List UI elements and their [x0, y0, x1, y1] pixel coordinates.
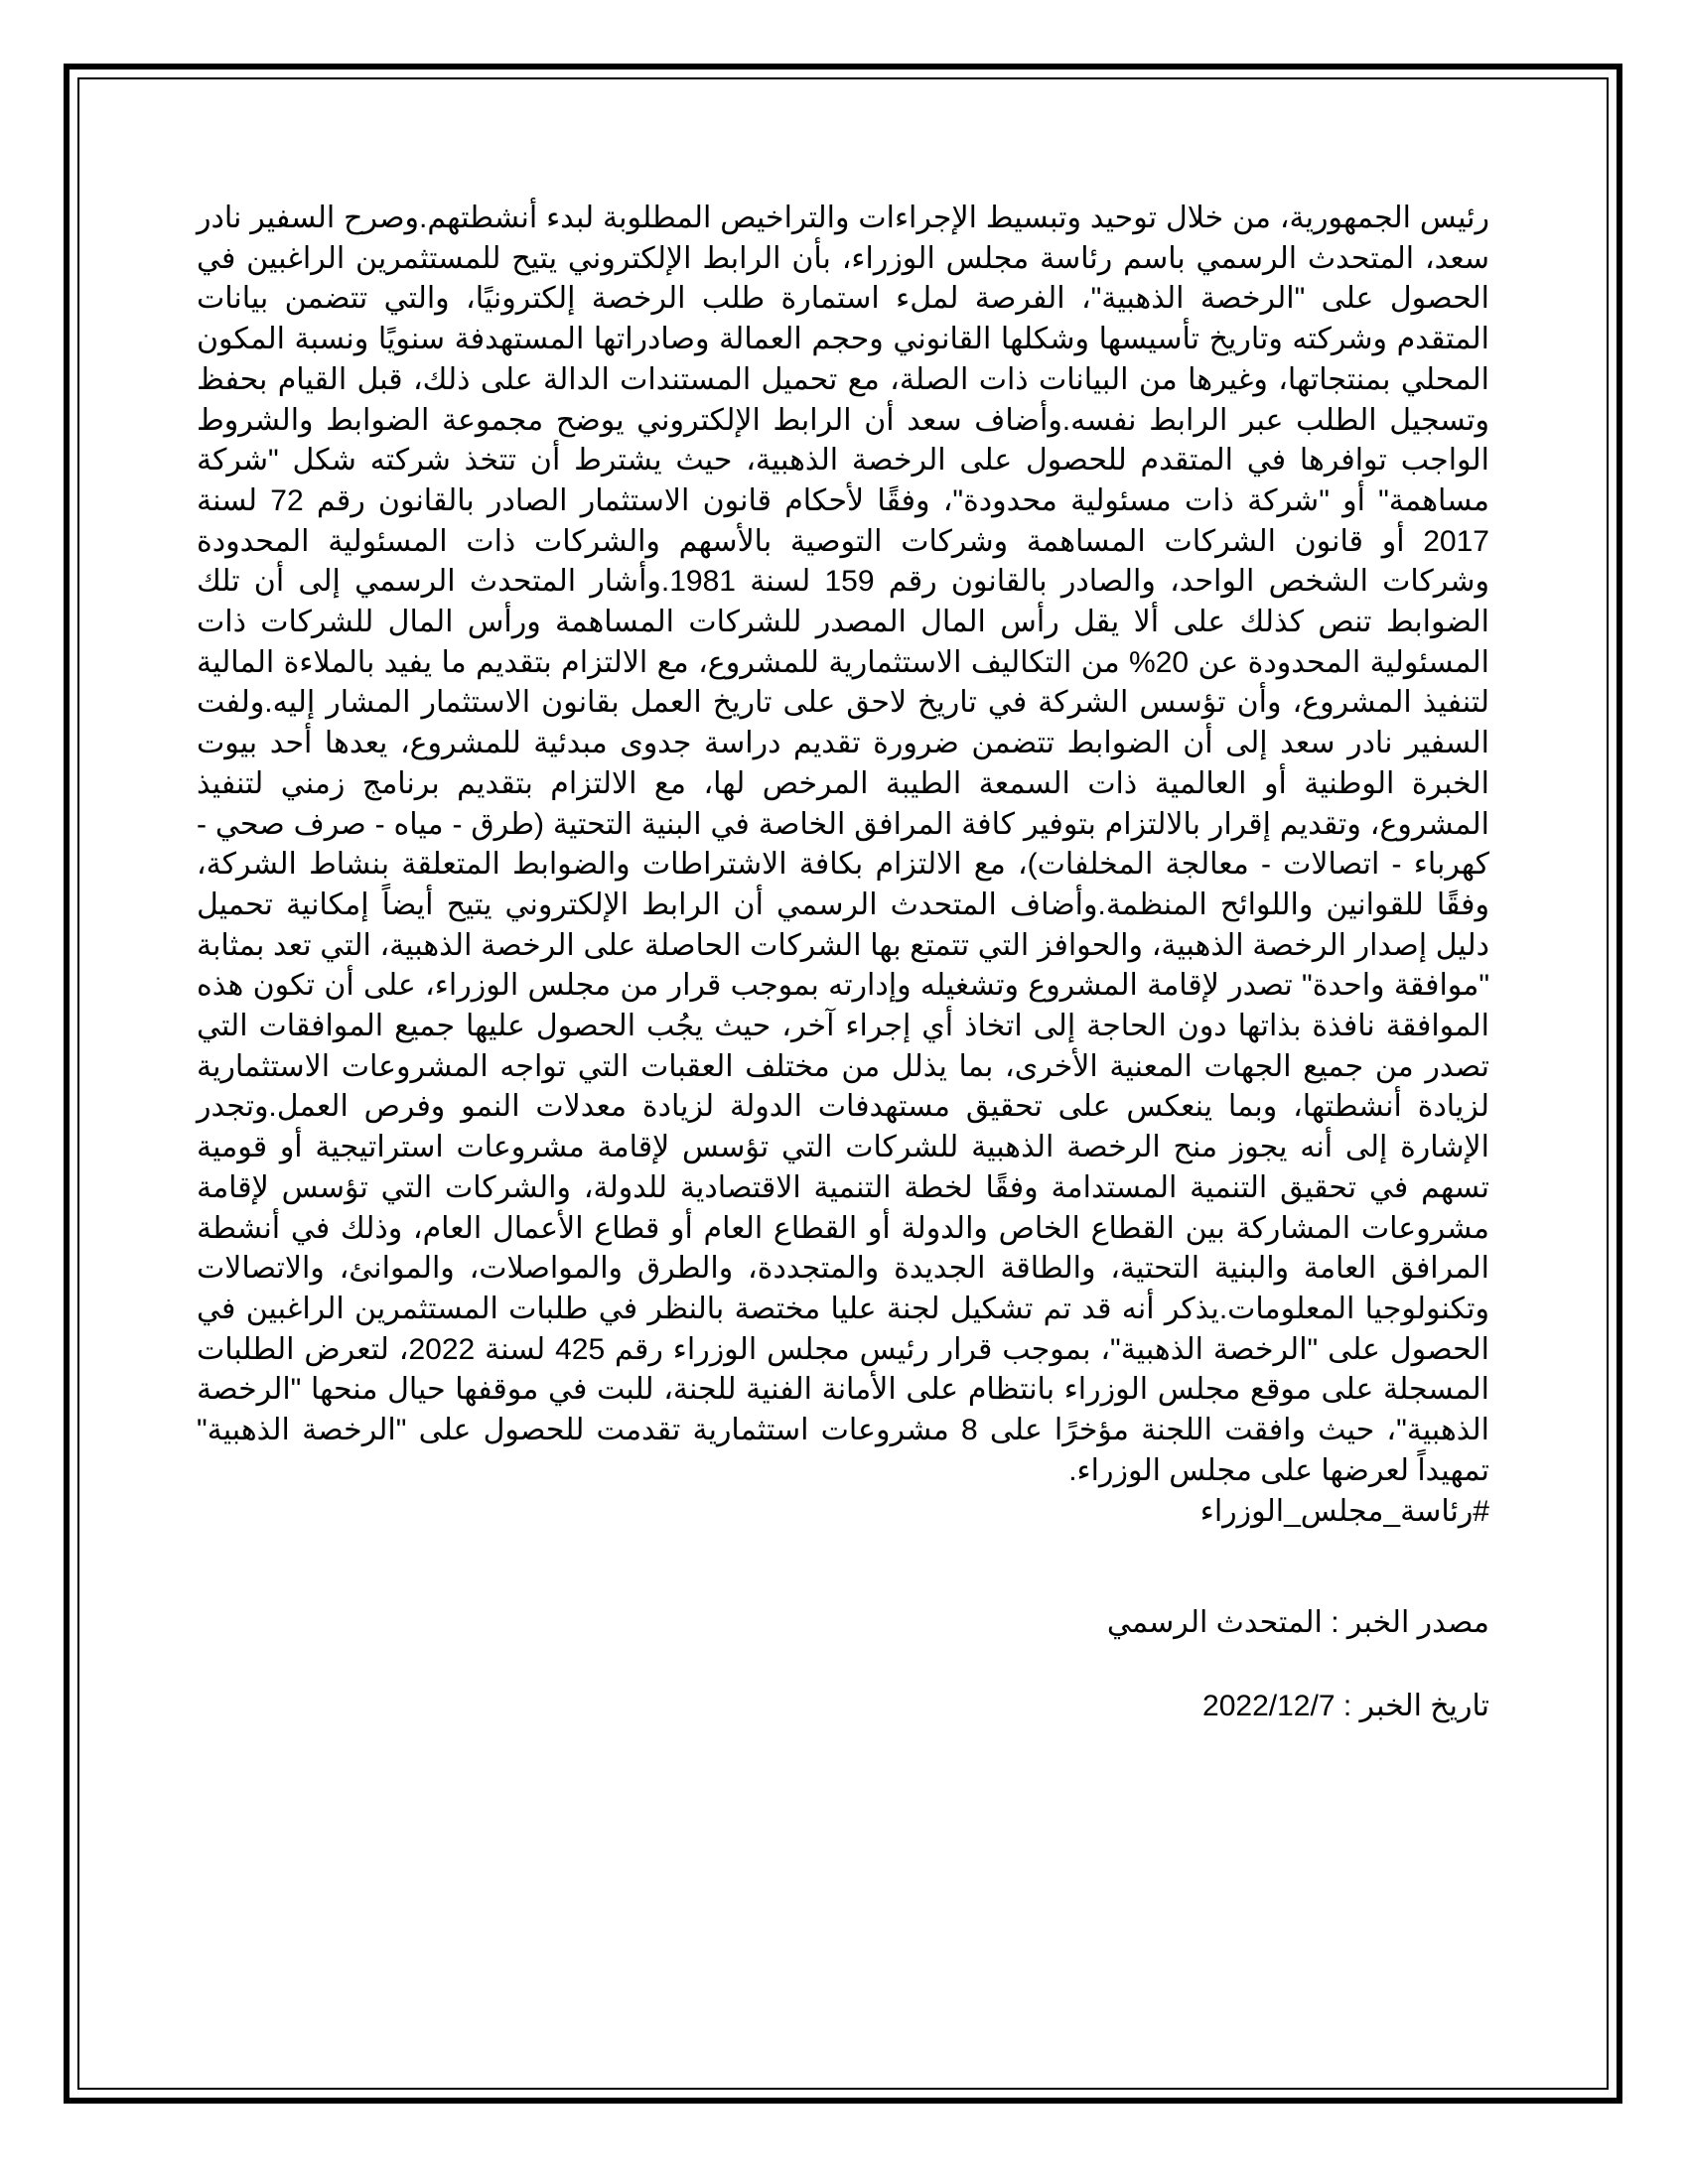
- news-source: مصدر الخبر : المتحدث الرسمي: [1106, 1606, 1489, 1640]
- article-body: رئيس الجمهورية، من خلال توحيد وتبسيط الإجراءات والتراخيص المطلوبة لبدء أنشطتهم.وصرح السفير نادر سعد، المتحدث الرسمي باسم رئاسة مجلس الوزراء، بأن الرابط الإلكتروني يتيح للمستثمرين الراغبين في الحصول على "الرخصة الذهبية"، الفرصة لملء استمارة طلب الرخصة إلكترونيًا، والتي تتضمن بيانات المتقدم وشركته وتاريخ تأسيسها وشكلها القانوني وحجم العمالة وصادراتها المستهدفة سنويًا ونسبة المكون المحلي بمنتجاتها، وغيرها من البيانات ذات الصلة، مع تحميل المستندات الدالة على ذلك، قبل القيام بحفظ وتسجيل الطلب عبر الرابط نفسه.وأضاف سعد أن الرابط الإلكتروني يوضح مجموعة الضوابط والشروط الواجب توافرها في المتقدم للحصول على الرخصة الذهبية، حيث يشترط أن تتخذ شركته شكل "شركة مساهمة" أو "شركة ذات مسئولية محدودة"، وفقًا لأحكام قانون الاستثمار الصادر بالقانون رقم 72 لسنة 2017 أو قانون الشركات المساهمة وشركات التوصية بالأسهم والشركات ذات المسئولية المحدودة وشركات الشخص الواحد، والصادر بالقانون رقم 159 لسنة 1981.وأشار المتحدث الرسمي إلى أن تلك الضوابط تنص كذلك على ألا يقل رأس المال المصدر للشركات المساهمة ورأس المال للشركات ذات المسئولية المحدودة عن 20% من التكاليف الاستثمارية للمشروع، مع الالتزام بتقديم ما يفيد بالملاءة المالية لتنفيذ المشروع، وأن تؤسس الشركة في تاريخ لاحق على تاريخ العمل بقانون الاستثمار المشار إليه.ولفت السفير نادر سعد إلى أن الضوابط تتضمن ضرورة تقديم دراسة جدوى مبدئية للمشروع، يعدها أحد بيوت الخبرة الوطنية أو العالمية ذات السمعة الطيبة المرخص لها، مع الالتزام بتقديم برنامج زمني لتنفيذ المشروع، وتقديم إقرار بالالتزام بتوفير كافة المرافق الخاصة في البنية التحتية (طرق - مياه - صرف صحي - كهرباء - اتصالات - معالجة المخلفات)، مع الالتزام بكافة الاشتراطات والضوابط المتعلقة بنشاط الشركة، وفقًا للقوانين واللوائح المنظمة.وأضاف المتحدث الرسمي أن الرابط الإلكتروني يتيح أيضاً إمكانية تحميل دليل إصدار الرخصة الذهبية، والحوافز التي تتمتع بها الشركات الحاصلة على الرخصة الذهبية، التي تعد بمثابة "موافقة واحدة" تصدر لإقامة المشروع وتشغيله وإدارته بموجب قرار من مجلس الوزراء، على أن تكون هذه الموافقة نافذة بذاتها دون الحاجة إلى اتخاذ أي إجراء آخر، حيث يجُب الحصول عليها جميع الموافقات التي تصدر من جميع الجهات المعنية الأخرى، بما يذلل من مختلف العقبات التي تواجه المشروعات الاستثمارية لزيادة أنشطتها، وبما ينعكس على تحقيق مستهدفات الدولة لزيادة معدلات النمو وفرص العمل.وتجدر الإشارة إلى أنه يجوز منح الرخصة الذهبية للشركات التي تؤسس لإقامة مشروعات استراتيجية أو قومية تسهم في تحقيق التنمية المستدامة وفقًا لخطة التنمية الاقتصادية للدولة، والشركات التي تؤسس لإقامة مشروعات المشاركة بين القطاع الخاص والدولة أو القطاع العام أو قطاع الأعمال العام، وذلك في أنشطة المرافق العامة والبنية التحتية، والطاقة الجديدة والمتجددة، والطرق والمواصلات، والموانئ، والاتصالات وتكنولوجيا المعلومات.يذكر أنه قد تم تشكيل لجنة عليا مختصة بالنظر في طلبات المستثمرين الراغبين في الحصول على "الرخصة الذهبية"، بموجب قرار رئيس مجلس الوزراء رقم 425 لسنة 2022، لتعرض الطلبات المسجلة على موقع مجلس الوزراء بانتظام على الأمانة الفنية للجنة، للبت في موقفها حيال منحها "الرخصة الذهبية"، حيث وافقت اللجنة مؤخرًا على 8 مشروعات استثمارية تقدمت للحصول على "الرخصة الذهبية" تمهيداً لعرضها على مجلس الوزراء.: [197, 202, 1490, 1487]
- document-content: [197, 199, 1489, 1726]
- hashtag: #رئاسة_مجلس_الوزراء: [1199, 1494, 1489, 1528]
- news-date: تاريخ الخبر : 2022/12/7: [1202, 1690, 1489, 1723]
